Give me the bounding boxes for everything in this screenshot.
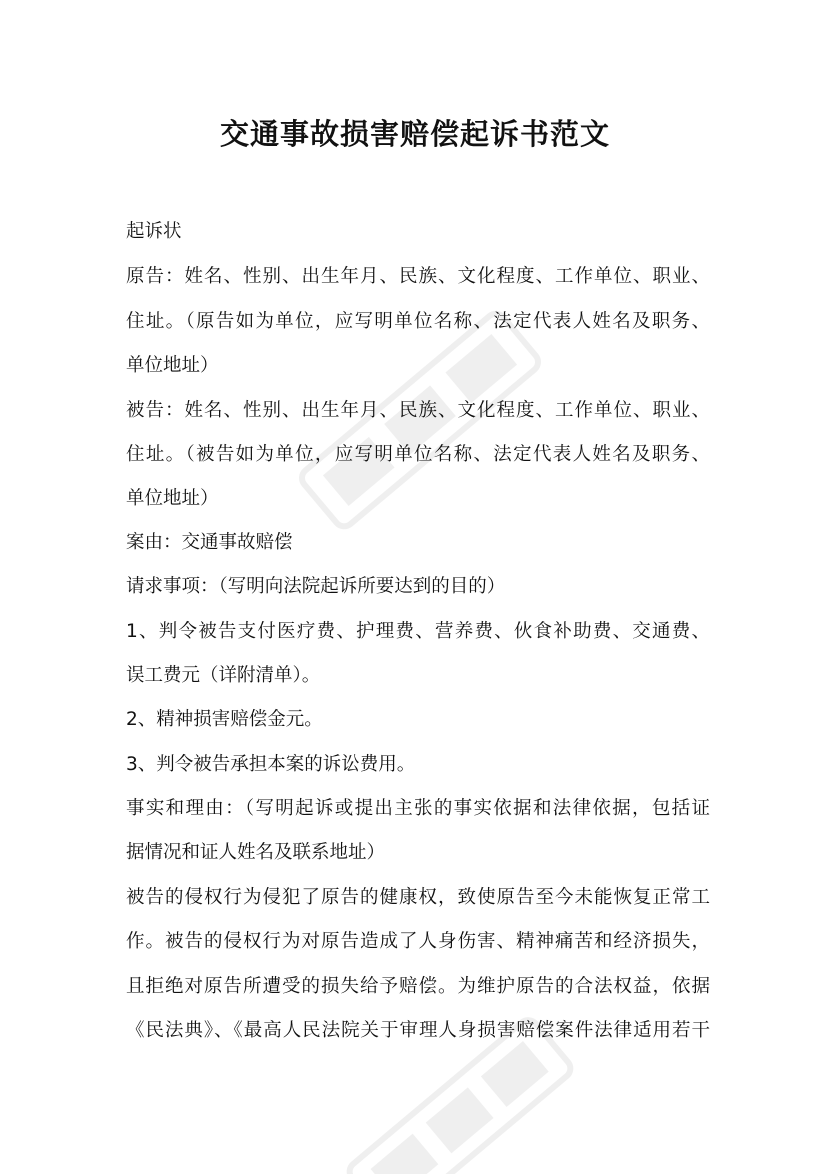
cause-line: 案由：交通事故赔偿 [126,532,293,553]
section-heading: 起诉状 [126,221,182,242]
claim-item: 误工费元（详附清单）。 [126,665,321,686]
defendant-line: 单位地址） [126,488,219,509]
defendant-line: 住址。（被告如为单位，应写明单位名称、法定代表人姓名及职务、 [126,444,710,465]
plaintiff-line: 住址。（原告如为单位，应写明单位名称、法定代表人姓名及职务、 [126,311,710,332]
plaintiff-line: 原告：姓名、性别、出生年月、民族、文化程度、工作单位、职业、 [126,266,710,287]
body-paragraph-line: 《民法典》、《最高人民法院关于审理人身损害赔偿案件法律适用若干 [126,1020,710,1041]
body-paragraph-line: 作。被告的侵权行为对原告造成了人身伤害、精神痛苦和经济损失， [126,931,710,952]
claim-item: 2、精神损害赔偿金元。 [126,709,323,730]
defendant-line: 被告：姓名、性别、出生年月、民族、文化程度、工作单位、职业、 [126,400,710,421]
body-paragraph-line: 且拒绝对原告所遭受的损失给予赔偿。为维护原告的合法权益，依据 [126,976,710,997]
claim-item: 3、判令被告承担本案的诉讼费用。 [126,754,416,775]
facts-heading: 据情况和证人姓名及联系地址） [126,842,386,863]
document-title: 交通事故损害赔偿起诉书范文 [219,117,610,151]
claim-item: 1、判令被告支付医疗费、护理费、营养费、伙食补助费、交通费、 [126,621,710,642]
body-paragraph-line: 被告的侵权行为侵犯了原告的健康权，致使原告至今未能恢复正常工 [126,887,710,908]
facts-heading: 事实和理由：（写明起诉或提出主张的事实依据和法律依据，包括证 [126,798,710,819]
plaintiff-line: 单位地址） [126,355,219,376]
claims-heading: 请求事项：（写明向法院起诉所要达到的目的） [126,576,506,597]
